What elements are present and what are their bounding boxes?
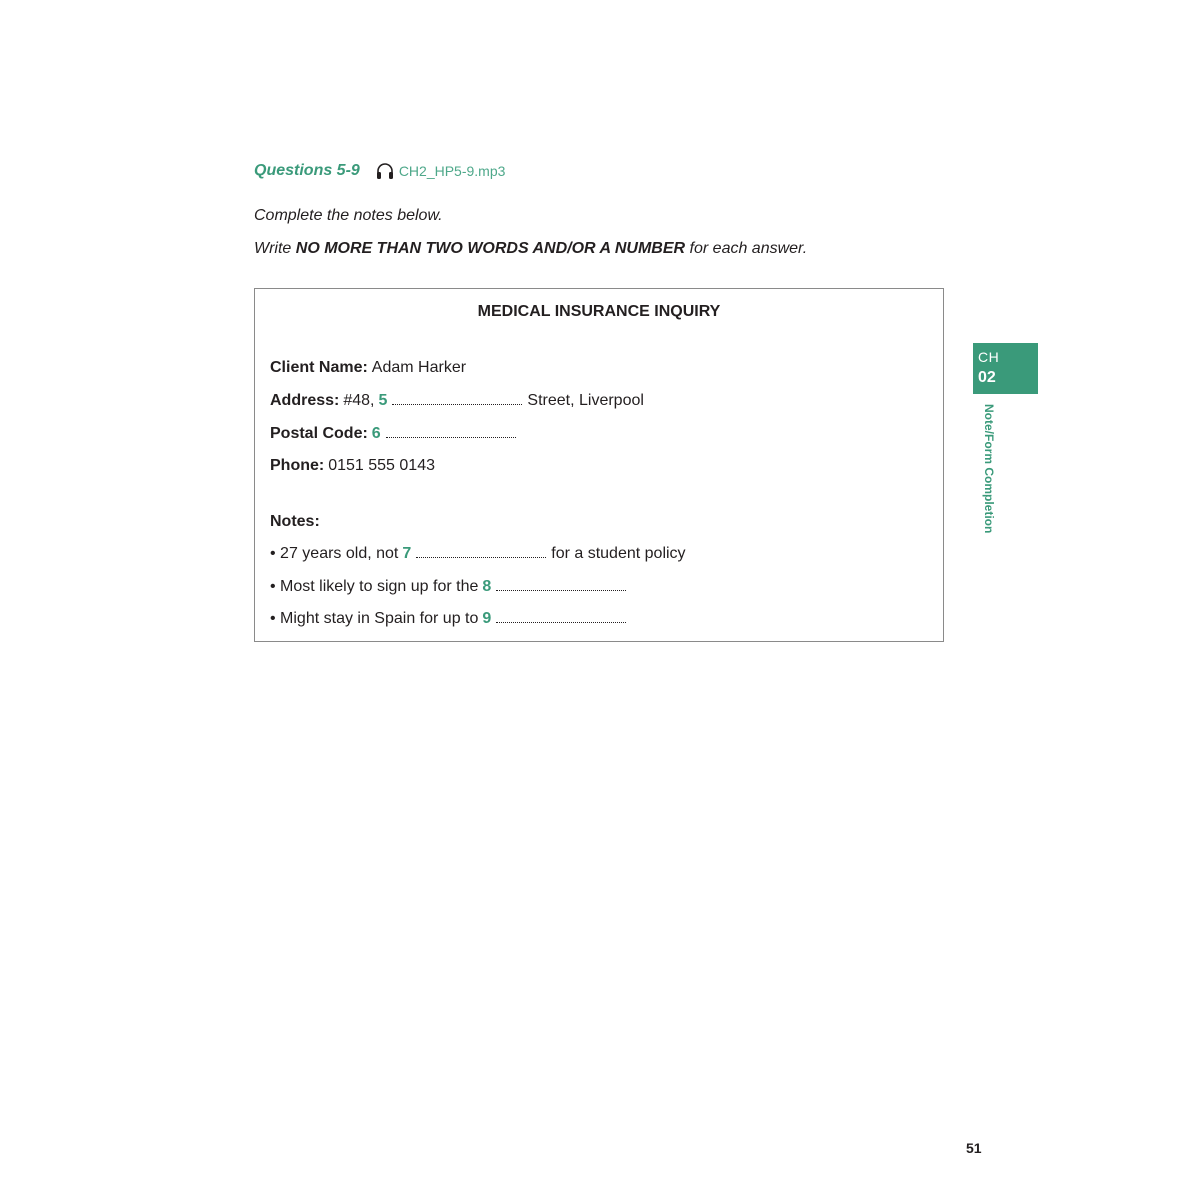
address-row	[270, 392, 644, 410]
questions-title: Questions 5-9	[254, 162, 360, 179]
audio-filename: CH2_HP5-9.mp3	[398, 163, 506, 179]
chapter-label: CH	[978, 349, 1000, 365]
note-3-text: • Might stay in Spain for up to	[270, 610, 479, 627]
phone-value: 0151 555 0143	[328, 457, 435, 474]
question-number-6: 6	[371, 425, 381, 442]
notes-label: Notes:	[270, 513, 320, 530]
note-1-text: • 27 years old, not	[270, 545, 399, 562]
address-prefix: #48,	[343, 392, 375, 409]
client-name-value: Adam Harker	[371, 359, 467, 376]
instruction-line-1: Complete the notes below.	[254, 207, 443, 224]
question-number-9: 9	[482, 610, 492, 627]
answer-blank-7[interactable]	[416, 545, 546, 558]
question-number-7: 7	[402, 545, 412, 562]
headphones-icon	[375, 162, 395, 180]
instruction-word-limit: NO MORE THAN TWO WORDS AND/OR A NUMBER	[295, 240, 686, 257]
answer-blank-6[interactable]	[386, 425, 516, 438]
form-title: MEDICAL INSURANCE INQUIRY	[477, 303, 721, 320]
answer-blank-8[interactable]	[496, 578, 626, 591]
notes-form	[254, 288, 944, 642]
address-suffix: Street, Liverpool	[527, 392, 644, 409]
postal-code-row	[270, 425, 521, 443]
client-name-row	[270, 359, 466, 377]
phone-label: Phone:	[270, 457, 325, 474]
note-row-9	[270, 610, 631, 628]
note-2-text: • Most likely to sign up for the	[270, 578, 479, 595]
answer-blank-5[interactable]	[392, 392, 522, 405]
note-row-7	[270, 545, 686, 563]
instruction-each-answer: for each answer.	[689, 240, 808, 257]
phone-row	[270, 457, 435, 475]
question-number-5: 5	[378, 392, 388, 409]
section-side-label: Note/Form Completion	[982, 404, 996, 534]
address-label: Address:	[270, 392, 340, 409]
note-row-8	[270, 578, 631, 596]
questions-header	[254, 160, 505, 182]
question-number-8: 8	[482, 578, 492, 595]
postal-code-label: Postal Code:	[270, 425, 368, 442]
note-1-suffix: for a student policy	[551, 545, 686, 562]
answer-blank-9[interactable]	[496, 610, 626, 623]
notes-heading-row	[270, 513, 324, 531]
chapter-tab	[973, 343, 1038, 394]
page-number: 51	[966, 1140, 982, 1156]
instruction-line-2	[254, 240, 807, 258]
chapter-number: 02	[978, 369, 996, 386]
instruction-write: Write	[254, 240, 292, 257]
client-name-label: Client Name:	[270, 359, 368, 376]
